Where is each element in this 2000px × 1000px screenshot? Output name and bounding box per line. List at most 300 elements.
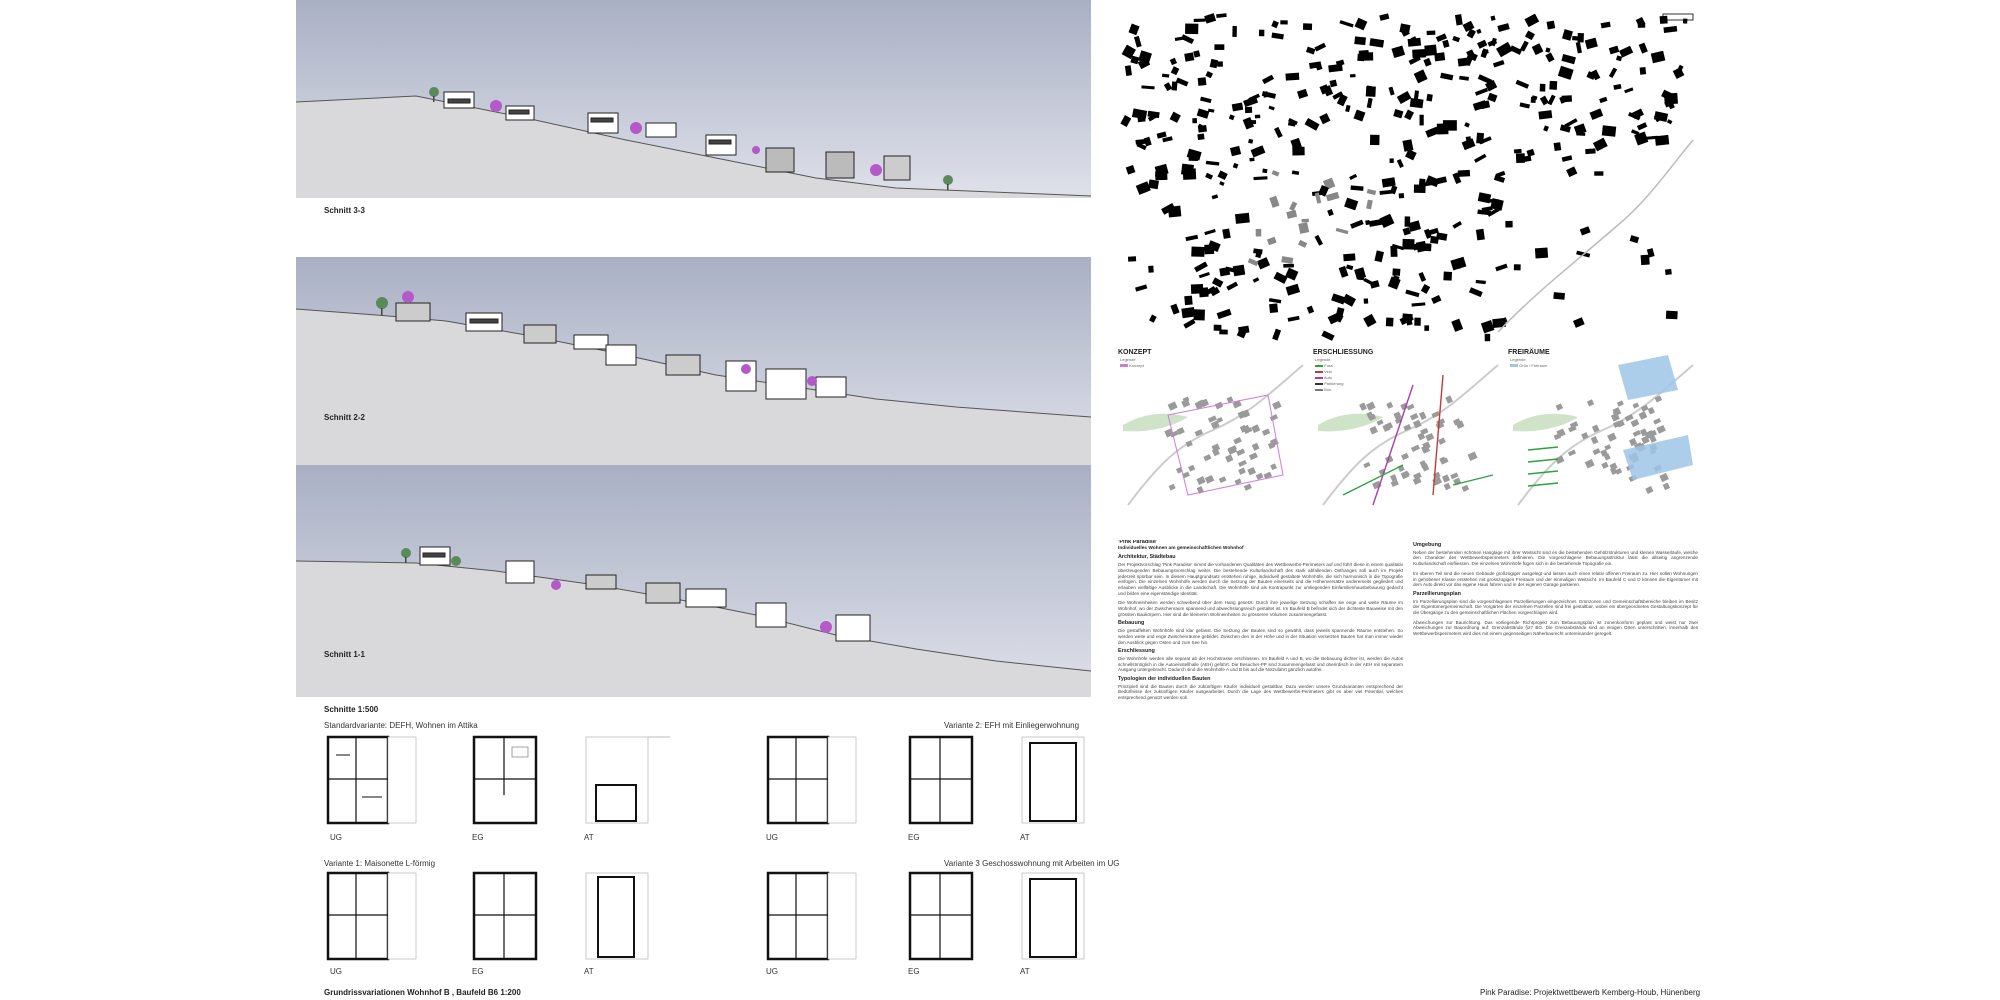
building-block xyxy=(1217,309,1232,319)
footer-left: Grundrissvariationen Wohnhof B , Baufeld B6 1:200 xyxy=(324,988,521,997)
building-block xyxy=(1132,108,1147,119)
plan-variant2-at xyxy=(1020,735,1090,827)
building-block xyxy=(1609,67,1617,77)
building-block xyxy=(1531,97,1536,103)
plan-standard-at xyxy=(584,735,674,827)
building-block xyxy=(1474,154,1486,163)
building-block xyxy=(1141,85,1154,89)
building-block xyxy=(1434,52,1445,61)
text-heading: Bebauung xyxy=(1118,620,1145,627)
building-block xyxy=(1577,33,1583,42)
building-block xyxy=(1346,264,1353,270)
floor-label-ug: UG xyxy=(330,967,342,976)
building xyxy=(1663,483,1670,491)
building-block xyxy=(1281,256,1293,264)
diagram-freiraeume xyxy=(1508,355,1698,515)
building xyxy=(1238,460,1247,467)
text-paragraph: Die Wohneinheiten werden schwebend über dem Hang gesetzt. Durch ihre jeweilige Setzung schaffen sie enge und weite Räume im Wohnhof, wo der Zwischenraum spannend und abwechslungsreich gestaltet ist. Im Baufeld B befindet sich der dichteste Bauweise mit den grössten Baukörpern. Hier sind die kleineren Wohneinheiten zu grösseren Volumen zusammengefasst. xyxy=(1118,600,1403,617)
building xyxy=(1391,480,1399,487)
building-block xyxy=(1327,209,1334,216)
building-block xyxy=(1262,169,1267,174)
building xyxy=(1462,485,1470,492)
building-block xyxy=(1298,240,1307,248)
building-block xyxy=(1148,179,1159,189)
building xyxy=(1251,424,1260,433)
building-block xyxy=(1176,77,1189,86)
building xyxy=(1641,405,1649,412)
green-area xyxy=(1123,414,1188,432)
building-block xyxy=(1594,171,1603,175)
building-block xyxy=(1200,97,1212,103)
building-block xyxy=(1255,115,1260,119)
building-block xyxy=(1630,235,1640,243)
building-block xyxy=(1248,258,1259,266)
building-block xyxy=(1402,313,1413,321)
building-block xyxy=(1251,145,1266,157)
building-block xyxy=(1616,55,1622,61)
building-block xyxy=(1469,287,1483,297)
building-block xyxy=(1233,163,1239,169)
variant-label-standard: Standardvariante: DEFH, Wohnen im Attika xyxy=(324,721,478,730)
legend-item-label: Velo xyxy=(1324,369,1332,374)
building xyxy=(1556,403,1564,410)
building-block xyxy=(1212,194,1219,199)
building xyxy=(1369,426,1378,435)
diagram-title-freiraeume: FREIRÄUME xyxy=(1508,349,1550,356)
building-block xyxy=(1204,244,1214,254)
building-block xyxy=(1673,67,1685,79)
building-block xyxy=(1624,87,1633,93)
building-block xyxy=(1253,248,1262,254)
building-block xyxy=(1357,54,1364,62)
building-block xyxy=(1388,87,1394,96)
building-block xyxy=(1205,71,1213,78)
floor-label-eg: EG xyxy=(908,967,920,976)
building-block xyxy=(1516,153,1525,163)
building-block xyxy=(1464,122,1470,127)
building-block xyxy=(1149,315,1157,323)
building-block xyxy=(1219,181,1224,186)
building-block xyxy=(1259,30,1264,37)
building xyxy=(1205,475,1214,484)
building xyxy=(1601,462,1608,469)
building-block xyxy=(1414,318,1421,326)
building xyxy=(1659,473,1669,482)
building xyxy=(1203,454,1211,461)
building-block xyxy=(1269,196,1279,208)
green-arrow xyxy=(1528,483,1558,486)
building-block xyxy=(1366,86,1376,97)
variant-label-3: Variante 3 Geschosswohnung mit Arbeiten im UG xyxy=(944,859,1120,868)
building-block xyxy=(1481,320,1495,333)
building-block xyxy=(1379,13,1389,20)
building-block xyxy=(1524,14,1539,27)
building-block xyxy=(1193,50,1200,57)
building-block xyxy=(1365,220,1370,225)
building-block xyxy=(1363,314,1376,327)
building-block xyxy=(1329,80,1337,88)
building xyxy=(1425,433,1434,441)
building-block xyxy=(1440,73,1453,81)
building-block xyxy=(1192,118,1197,123)
building-block xyxy=(1286,210,1297,219)
legend-item-label: Konzept xyxy=(1129,363,1144,368)
floor-label-eg: EG xyxy=(472,967,484,976)
building-block xyxy=(1343,253,1355,261)
building-block xyxy=(1232,103,1244,112)
building-block xyxy=(1683,19,1687,24)
building-block xyxy=(1548,95,1556,106)
building-block xyxy=(1562,29,1573,41)
river-line xyxy=(1498,140,1693,332)
building-block xyxy=(1171,66,1180,75)
text-column-right xyxy=(1413,540,1698,980)
building-block xyxy=(1216,13,1227,18)
building-block xyxy=(1430,236,1439,244)
building-block xyxy=(1194,309,1205,320)
building-block xyxy=(1164,82,1172,91)
building-block xyxy=(1367,98,1373,108)
building-block xyxy=(1402,139,1413,152)
building-block xyxy=(1245,107,1252,113)
building-block xyxy=(1397,159,1404,168)
building-block xyxy=(1558,66,1574,80)
building-block xyxy=(1331,293,1346,304)
section-panel-1-1 xyxy=(296,465,1091,697)
floor-label-eg: EG xyxy=(908,833,920,842)
building-block xyxy=(1418,272,1426,282)
building-block xyxy=(1286,284,1300,296)
building-block xyxy=(1305,118,1320,131)
building-block xyxy=(1253,176,1267,180)
building-block xyxy=(1405,290,1419,298)
building-block xyxy=(1416,241,1427,253)
building-block xyxy=(1399,23,1410,33)
diagram-erschliessung xyxy=(1313,355,1503,515)
building-block xyxy=(1232,26,1237,37)
building-block xyxy=(1458,170,1470,177)
building-block xyxy=(1134,36,1142,48)
building xyxy=(1607,433,1617,442)
building-block xyxy=(1404,109,1414,120)
building-block xyxy=(1520,102,1530,108)
building-block xyxy=(1459,76,1469,81)
building-block xyxy=(1414,185,1426,193)
building-block xyxy=(1452,221,1462,229)
building-block xyxy=(1663,26,1677,33)
building-block xyxy=(1194,18,1206,22)
building xyxy=(1233,437,1242,444)
building xyxy=(1413,472,1422,480)
building-block xyxy=(1274,272,1288,284)
building-block xyxy=(1601,22,1611,29)
building-block xyxy=(1184,52,1194,61)
building xyxy=(1366,402,1375,411)
building-block xyxy=(1297,89,1308,99)
building-block xyxy=(1561,54,1576,64)
section-panel-2-2 xyxy=(296,257,1091,465)
building-block xyxy=(1364,298,1369,303)
building-block xyxy=(1328,64,1343,73)
building-block xyxy=(1589,108,1603,120)
building xyxy=(1196,476,1205,485)
floor-label-ug: UG xyxy=(330,833,342,842)
building xyxy=(1467,451,1477,460)
building-block xyxy=(1128,256,1136,261)
building xyxy=(1401,453,1409,460)
building-block xyxy=(1640,67,1647,75)
building-block xyxy=(1314,43,1326,52)
building-block xyxy=(1412,302,1426,306)
building-block xyxy=(1390,185,1397,194)
building xyxy=(1585,459,1595,469)
section-label-3-3: Schnitt 3-3 xyxy=(324,206,365,215)
text-heading: Umgebung xyxy=(1413,542,1442,548)
building xyxy=(1244,484,1252,491)
building-block xyxy=(1185,235,1198,241)
building xyxy=(1236,449,1245,456)
building-block xyxy=(1547,21,1556,30)
building xyxy=(1249,452,1258,460)
building-block xyxy=(1170,304,1179,315)
building-block xyxy=(1336,228,1349,234)
building-block xyxy=(1525,31,1535,41)
building-block xyxy=(1545,52,1554,62)
building-block xyxy=(1437,123,1449,134)
building-block xyxy=(1426,94,1432,102)
building xyxy=(1633,430,1641,437)
building-block xyxy=(1526,149,1534,157)
building-block xyxy=(1641,255,1650,265)
building xyxy=(1169,484,1176,491)
building-block xyxy=(1367,189,1376,195)
building-block xyxy=(1120,115,1131,127)
building-block xyxy=(1350,220,1364,229)
building-block xyxy=(1392,268,1400,275)
building-block xyxy=(1390,158,1394,163)
building-block xyxy=(1369,38,1384,47)
building-block xyxy=(1136,181,1151,195)
building-block xyxy=(1191,246,1204,256)
section-drawing-2-2 xyxy=(296,257,1091,465)
scale-bar xyxy=(1663,14,1693,20)
building-block xyxy=(1451,319,1463,332)
building-block xyxy=(1609,46,1619,55)
legend-title: Legende xyxy=(1510,357,1526,362)
building-block xyxy=(1532,43,1544,55)
building-block xyxy=(1358,272,1365,280)
building-block xyxy=(1148,266,1154,273)
building-block xyxy=(1442,40,1449,48)
text-heading: Parzellierungsplan xyxy=(1413,590,1461,597)
building-block xyxy=(1298,222,1309,234)
building-block xyxy=(1554,142,1562,151)
building-block xyxy=(1514,264,1521,270)
building-block xyxy=(1374,250,1384,262)
building xyxy=(1587,399,1594,406)
building-block xyxy=(1280,20,1287,24)
building-block xyxy=(1248,139,1253,144)
building-block xyxy=(1666,311,1678,320)
building-block xyxy=(1424,325,1429,331)
building xyxy=(1270,463,1277,470)
road xyxy=(1323,365,1498,505)
plan-standard-eg xyxy=(472,735,542,827)
building xyxy=(1450,472,1458,479)
building-block xyxy=(1274,127,1283,138)
building-block xyxy=(1198,77,1207,86)
building-block xyxy=(1369,219,1383,227)
building xyxy=(1363,462,1370,468)
building-block xyxy=(1307,306,1314,314)
building-block xyxy=(1212,277,1223,287)
building-block xyxy=(1420,115,1424,126)
legend-title: Legende xyxy=(1120,357,1136,362)
green-arrow xyxy=(1528,447,1558,450)
building xyxy=(1359,402,1367,410)
building-block xyxy=(1538,110,1552,119)
building xyxy=(1238,468,1246,475)
floor-label-ug: UG xyxy=(766,833,778,842)
building-block xyxy=(1638,23,1646,28)
text-paragraph: Neben der bestehenden schönen Hanglage mit ihrer Weitsicht sind es die bestehenden Gehölzstrukturen und kleinen Wasserläufe, welche den Charakter des Wettbewerbsperimeters definieren. Die vorgeschlagene Bebauungsstruktur lässt die allseitig angrenzende Kulturlandschaft einfliessen. Die einzelnen Wohnhöfe fügen sich in die bestehende Topografie ein. xyxy=(1413,549,1698,567)
building-block xyxy=(1181,164,1194,176)
building-block xyxy=(1493,60,1505,67)
building xyxy=(1270,414,1278,421)
building-block xyxy=(1262,75,1274,84)
building-block xyxy=(1285,268,1298,281)
building-block xyxy=(1344,198,1358,211)
building-block xyxy=(1576,42,1582,53)
building-block xyxy=(1516,80,1530,89)
building-block xyxy=(1543,125,1549,131)
building-block xyxy=(1301,219,1308,223)
building-block xyxy=(1184,296,1192,306)
building-block xyxy=(1197,134,1204,141)
building-block xyxy=(1487,199,1499,203)
legend-item-label: Parkierung xyxy=(1324,381,1344,386)
building-block xyxy=(1651,51,1666,63)
legend-item-label: Bus xyxy=(1324,387,1332,392)
text-paragraph: Prinzipiell sind die Bauten durch die zukünftigen Käufer individuell gestaltbar. Dazu werden unsere Grundvarianten entsprechend der Bedürfnisse der zukünftigen Käufer ausgearbeitet. Durch die Lage des Wettbewerbs-Perimeters gibt es aber viel Potential, welches entsprechend genutzt werden soll. xyxy=(1118,683,1403,701)
building-block xyxy=(1272,170,1280,176)
text-paragraph: Abweichungen zur Baurichtung. Das vorliegende Richtprojekt zum Bebauungsplan ist zonenkonform geplant und weist nur zwei Abweichungen zur Bauordnung auf: Grenzabstände §27 BO. Die Grenzabstände sind an einigen Orten unterschritten, innerhalb des Wettbewerbsperimeters wird dies mit einem gegenseitigen Näherbaurecht untereinander geregelt. xyxy=(1413,619,1698,637)
diagram-title-erschliessung: ERSCHLIESSUNG xyxy=(1313,349,1374,356)
building xyxy=(1438,438,1446,445)
diagram-konzept xyxy=(1118,355,1308,515)
building-block xyxy=(1243,117,1254,130)
building-block xyxy=(1573,317,1585,328)
section-drawing-1-1 xyxy=(296,465,1091,697)
building-block xyxy=(1453,261,1460,269)
building-block xyxy=(1576,132,1585,136)
building-block xyxy=(1226,282,1238,291)
building-block xyxy=(1194,262,1208,273)
sections-caption: Schnitte 1:500 xyxy=(324,705,379,714)
building-block xyxy=(1487,93,1497,103)
building-block xyxy=(1210,59,1219,68)
floor-label-ug: UG xyxy=(766,967,778,976)
building-block xyxy=(1495,264,1507,272)
section-panel-3-3 xyxy=(296,0,1091,198)
building-block xyxy=(1235,213,1250,224)
building-block xyxy=(1199,272,1210,278)
building-block xyxy=(1128,24,1139,36)
building xyxy=(1247,467,1256,475)
plan-variant1-eg xyxy=(472,871,542,963)
building-block xyxy=(1354,109,1366,121)
building-block xyxy=(1455,14,1463,25)
building-block xyxy=(1354,36,1366,45)
building-block xyxy=(1399,193,1404,198)
legend-item-label: Grün / Freiraum xyxy=(1519,363,1548,368)
building-block xyxy=(1269,106,1275,111)
building-block xyxy=(1204,13,1216,24)
floor-label-at: AT xyxy=(584,967,594,976)
building-block xyxy=(1181,307,1195,318)
building-block xyxy=(1427,31,1436,36)
building xyxy=(1617,400,1624,406)
plan-variant1-ug xyxy=(326,871,420,963)
diagram-title-konzept: KONZEPT xyxy=(1118,349,1152,356)
building-block xyxy=(1249,158,1254,162)
variant-label-2: Variante 2: EFH mit Einliegerwohnung xyxy=(944,721,1080,730)
building-block xyxy=(1199,287,1209,297)
building-block xyxy=(1549,81,1557,90)
building-block xyxy=(1423,58,1431,67)
building xyxy=(1411,445,1420,452)
building-block xyxy=(1452,36,1460,42)
building-block xyxy=(1289,201,1297,211)
building-block xyxy=(1585,148,1596,154)
building-block xyxy=(1197,108,1210,118)
building-block xyxy=(1204,229,1215,235)
building-block xyxy=(1476,280,1486,284)
building-block xyxy=(1339,20,1353,27)
building-block xyxy=(1540,84,1546,92)
building xyxy=(1444,483,1451,491)
text-paragraph: Der Projektvorschlag 'Pink Paradise' nimmt die vorhandenen Qualitäten des Wettbewerbs-Perimeters auf und führt diese in einem qualitativ überzeugenden Bebauungsvorschlag weiter. Die bestehende Kulturlandschaft des stark abfallenden Osthanges soll auch im Projekt jederzeit spürbar sein. In diesem Hauptgrundsatz entstehen ruhige, individuell gestaltete Wohnhöfe, die sich harmonisch in die Topografie einfügen. Die einzelnen Wohnhöfe werden durch die Setzung der Bauten einerseits und die Höhenversätze andererseits gegliedert und erlauben vielfältige Ausblicke in die Landschaft. Die Wohnhöfe sind als Kontrapunkt zur umliegenden Einfamilienhausbebauung gedacht und bilden eine eigenständige Identität. xyxy=(1118,562,1403,596)
building-block xyxy=(1370,135,1380,145)
building-block xyxy=(1520,41,1529,52)
text-paragraph: Im oberen Teil sind die neuen Gebäude großzügiger ausgelegt und lassen auch einen relativ offenen Freiraum zu. Hier sollen Wohnungen in gehobener Klasse entstehen mit grosszügigen Freiraum und der einmaligen Weitsicht. Im Baufeld C und D können die Eigentümer mit dem Auto direkt vor das eigene Haus fahren und in der eigenen Garage parkieren. xyxy=(1413,570,1698,588)
building-block xyxy=(1393,109,1403,118)
building-block xyxy=(1238,326,1249,334)
building-block xyxy=(1345,105,1350,112)
building-block xyxy=(1490,16,1495,21)
building xyxy=(1656,425,1666,434)
text-paragraph: Im Parzellierungsplan sind die vorgeschlagenen Parzellierungen eingezeichnet. Grünzonen und Gemeinschaftsbereiche bleiben im Besitz der Eigentümergemeinschaft. Die Vorgärten der einzelnen Parzellen sind frei gestaltbar, wobei ein übergeordnetes Gestaltungskonzept für die Übergänge zu den gemeinschaftlichen Flächen vorgeschlagen wird. xyxy=(1413,598,1698,616)
building-block xyxy=(1303,23,1312,30)
building-block xyxy=(1599,97,1607,103)
building-block xyxy=(1335,307,1344,319)
building-block xyxy=(1562,155,1573,162)
text-title: 'Pink Paradise' xyxy=(1118,540,1158,545)
building-block xyxy=(1257,257,1270,269)
building-block xyxy=(1402,239,1414,250)
figure-ground-map xyxy=(1118,10,1696,342)
building-block xyxy=(1183,319,1195,329)
floor-label-at: AT xyxy=(1020,967,1030,976)
building-block xyxy=(1170,112,1181,123)
building-block xyxy=(1315,235,1323,246)
building-block xyxy=(1171,81,1177,90)
building-block xyxy=(1545,47,1550,52)
building-block xyxy=(1391,45,1405,58)
legend-item-label: Auto xyxy=(1323,375,1333,380)
floor-label-eg: EG xyxy=(472,833,484,842)
building-block xyxy=(1350,74,1356,77)
